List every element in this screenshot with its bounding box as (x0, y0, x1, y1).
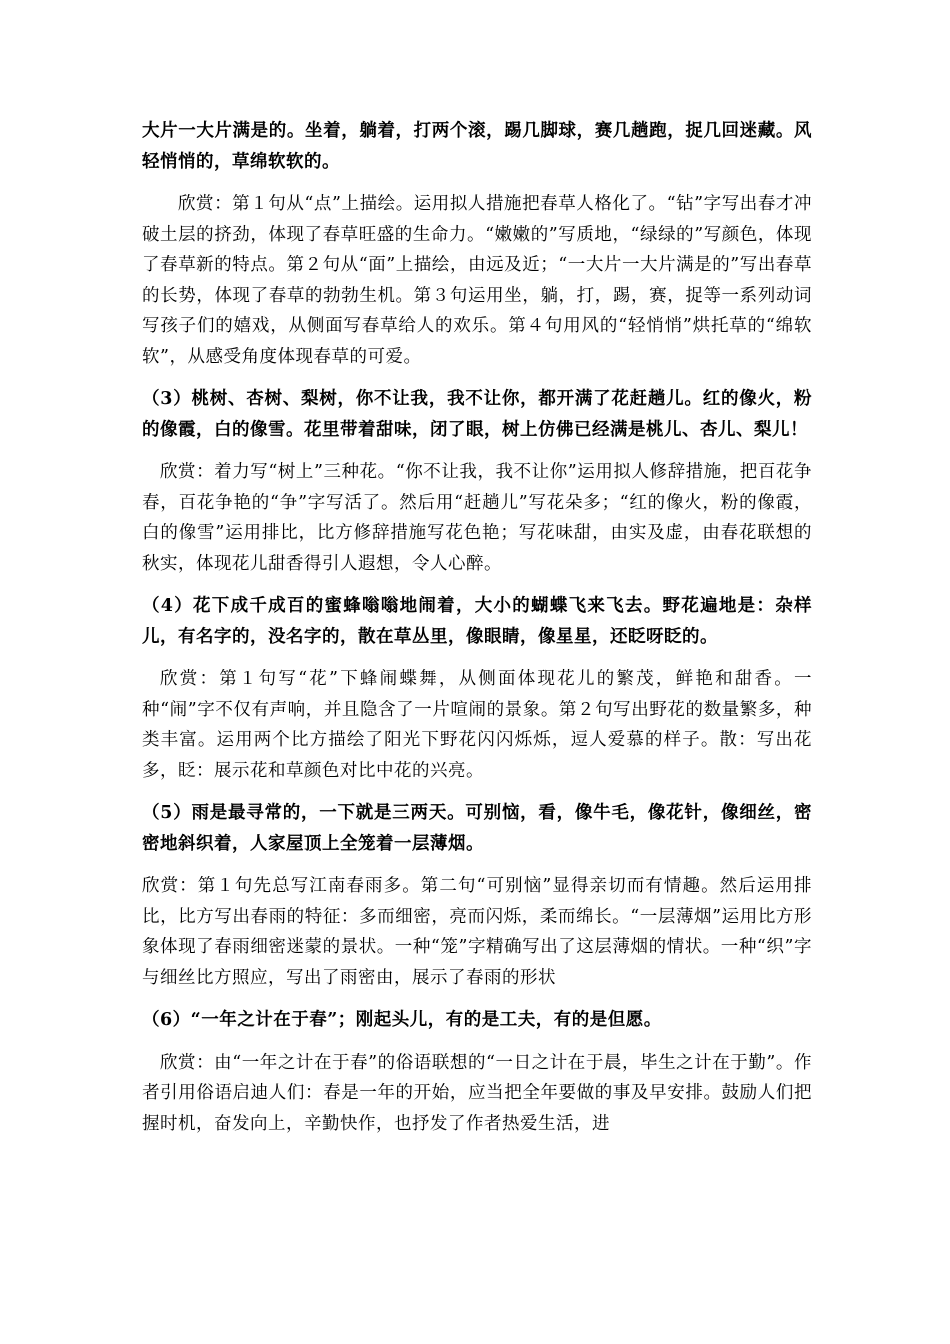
analysis-paragraph-3: 欣赏：着力写“树上”三种花。“你不让我，我不让你”运用拟人修辞措施，把百花争春，百花争艳的“争”字写活了。然后用“赶趟儿”写花朵多；“红的像火，粉的像霞，白的像雪”运用排比，比方修辞措施写花色艳；写花味甜，由实及虚，由春花联想的秋实，体现花儿甜香得引人遐想，令人心醉。 (142, 462, 812, 574)
quote-paragraph-4: （4）花下成千成百的蜜蜂嗡嗡地闹着，大小的蝴蝶飞来飞去。野花遍地是：杂样儿，有名字的，没名字的，散在草丛里，像眼睛，像星星，还眨呀眨的。 (142, 596, 812, 647)
quote-paragraph-6: （6）“一年之计在于春”；刚起头儿，有的是工夫，有的是但愿。 (142, 1010, 662, 1030)
analysis-paragraph-1: 欣赏：第１句从“点”上描绘。运用拟人措施把春草人格化了。“钻”字写出春才冲破土层的挤劲，体现了春草旺盛的生命力。“嫩嫩的”写质地，“绿绿的”写颜色，体现了春草新的特点。第２句从“面”上描绘，由远及近；“一大片一大片满是的”写出春草的长势，体现了春草的勃勃生机。第３句运用坐，躺，打，踢，赛，捉等一系列动词写孩子们的嬉戏，从侧面写春草给人的欢乐。第４句用风的“轻悄悄”烘托草的“绵软软”，从感受角度体现春草的可爱。 (142, 194, 812, 367)
document-page (142, 116, 812, 1139)
quote-paragraph-3: （3）桃树、杏树、梨树，你不让我，我不让你，都开满了花赶趟儿。红的像火，粉的像霞，白的像雪。花里带着甜味，闭了眼，树上仿佛已经满是桃儿、杏儿、梨儿！ (142, 389, 812, 440)
analysis-paragraph-6: 欣赏：由“一年之计在于春”的俗语联想的“一日之计在于晨，毕生之计在于勤”。作者引用俗语启迪人们：春是一年的开始，应当把全年要做的事及早安排。鼓励人们把握时机，奋发向上，辛勤快作，也抒发了作者热爱生活，进 (142, 1052, 812, 1134)
analysis-paragraph-4: 欣赏：第１句写“花”下蜂闹蝶舞，从侧面体现花儿的繁茂，鲜艳和甜香。一种“闹”字不仅有声响，并且隐含了一片喧闹的景象。第２句写出野花的数量繁多，种类丰富。运用两个比方描绘了阳光下野花闪闪烁烁，逗人爱慕的样子。散：写出花多，眨：展示花和草颜色对比中花的兴亮。 (142, 669, 812, 781)
quote-paragraph-5: （5）雨是最寻常的，一下就是三两天。可别恼，看，像牛毛，像花针，像细丝，密密地斜织着，人家屋顶上全笼着一层薄烟。 (142, 803, 812, 854)
analysis-paragraph-5: 欣赏：第１句先总写江南春雨多。第二句“可别恼”显得亲切而有情趣。然后运用排比，比方写出春雨的特征：多而细密，亮而闪烁，柔而绵长。“一层薄烟”运用比方形象体现了春雨细密迷蒙的景状。一种“笼”字精确写出了这层薄烟的情状。一种“织”字与细丝比方照应，写出了雨密由，展示了春雨的形状 (142, 876, 812, 988)
quote-paragraph-1: 大片一大片满是的。坐着，躺着，打两个滚，踢几脚球，赛几趟跑，捉几回迷藏。风轻悄悄的，草绵软软的。 (142, 121, 812, 172)
